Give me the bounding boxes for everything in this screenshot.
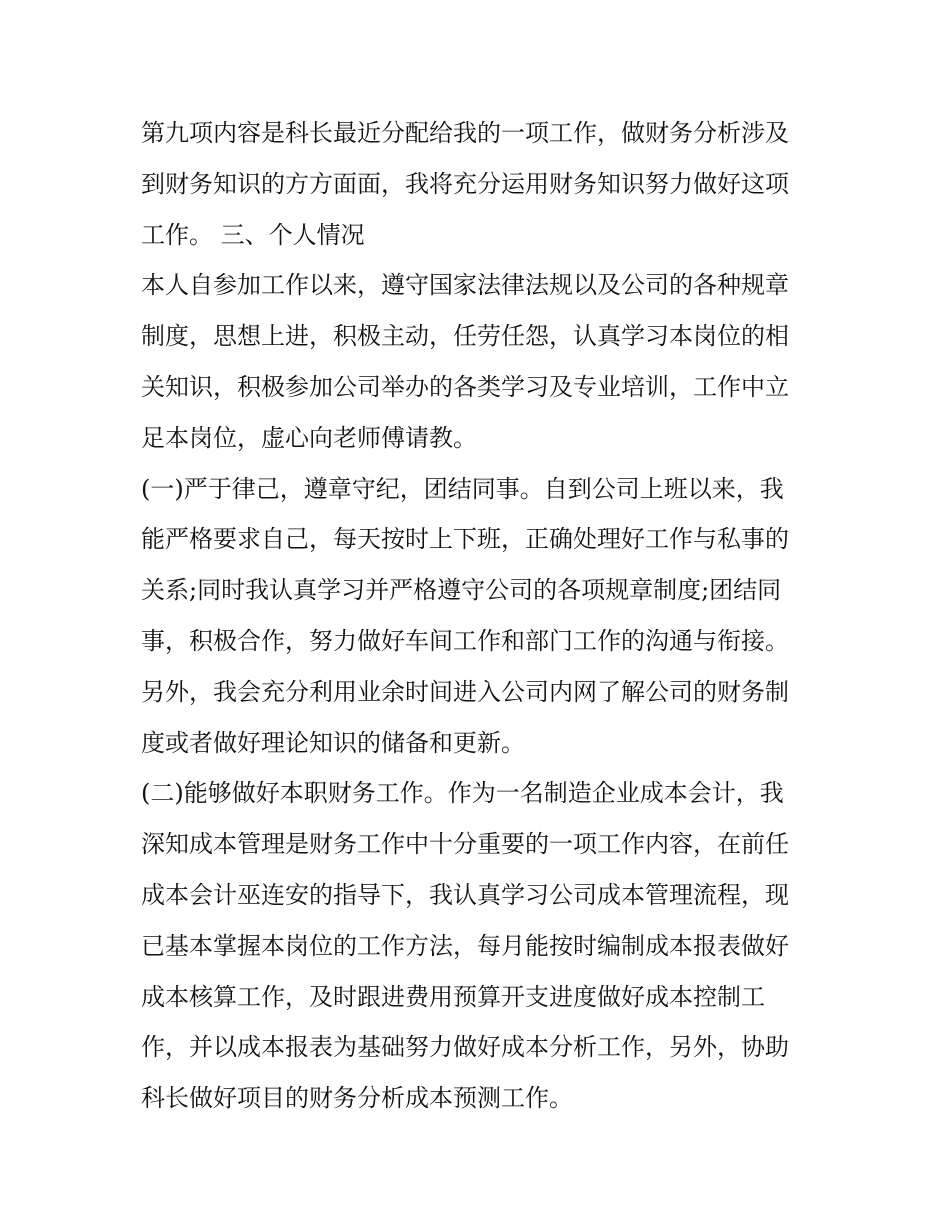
text-line-7: 足本岗位，虚心向老师傅请教。 bbox=[141, 423, 477, 452]
text-line-11: 事，积极合作，努力做好车间工作和部门工作的沟通与衔接。 bbox=[141, 626, 789, 655]
text-line-4: 本人自参加工作以来，遵守国家法律法规以及公司的各种规章 bbox=[141, 271, 789, 300]
text-line-16: 成本会计巫连安的指导下，我认真学习公司成本管理流程，现 bbox=[141, 880, 789, 909]
text-line-3: 工作。 三、个人情况 bbox=[141, 220, 365, 249]
text-line-12: 另外，我会充分利用业余时间进入公司内网了解公司的财务制 bbox=[141, 677, 789, 706]
text-line-8: (一)严于律己，遵章守纪，团结同事。自到公司上班以来，我 bbox=[141, 474, 784, 503]
text-line-2: 到财务知识的方方面面，我将充分运用财务知识努力做好这项 bbox=[141, 169, 789, 198]
text-line-20: 科长做好项目的财务分析成本预测工作。 bbox=[141, 1084, 573, 1113]
text-line-5: 制度，思想上进，积极主动，任劳任怨，认真学习本岗位的相 bbox=[141, 322, 789, 351]
text-line-10: 关系;同时我认真学习并严格遵守公司的各项规章制度;团结同 bbox=[141, 576, 782, 605]
text-line-18: 成本核算工作，及时跟进费用预算开支进度做好成本控制工 bbox=[141, 982, 765, 1011]
text-line-19: 作，并以成本报表为基础努力做好成本分析工作，另外，协助 bbox=[141, 1033, 789, 1062]
text-line-9: 能严格要求自己，每天按时上下班，正确处理好工作与私事的 bbox=[141, 525, 789, 554]
text-line-6: 关知识，积极参加公司举办的各类学习及专业培训，工作中立 bbox=[141, 372, 789, 401]
text-line-14: (二)能够做好本职财务工作。作为一名制造企业成本会计，我 bbox=[141, 779, 784, 808]
text-line-1: 第九项内容是科长最近分配给我的一项工作，做财务分析涉及 bbox=[141, 119, 789, 147]
text-line-17: 已基本掌握本岗位的工作方法，每月能按时编制成本报表做好 bbox=[141, 931, 789, 960]
document-page bbox=[141, 108, 821, 1124]
text-line-13: 度或者做好理论知识的储备和更新。 bbox=[141, 728, 525, 757]
text-line-15: 深知成本管理是财务工作中十分重要的一项工作内容，在前任 bbox=[141, 830, 789, 859]
